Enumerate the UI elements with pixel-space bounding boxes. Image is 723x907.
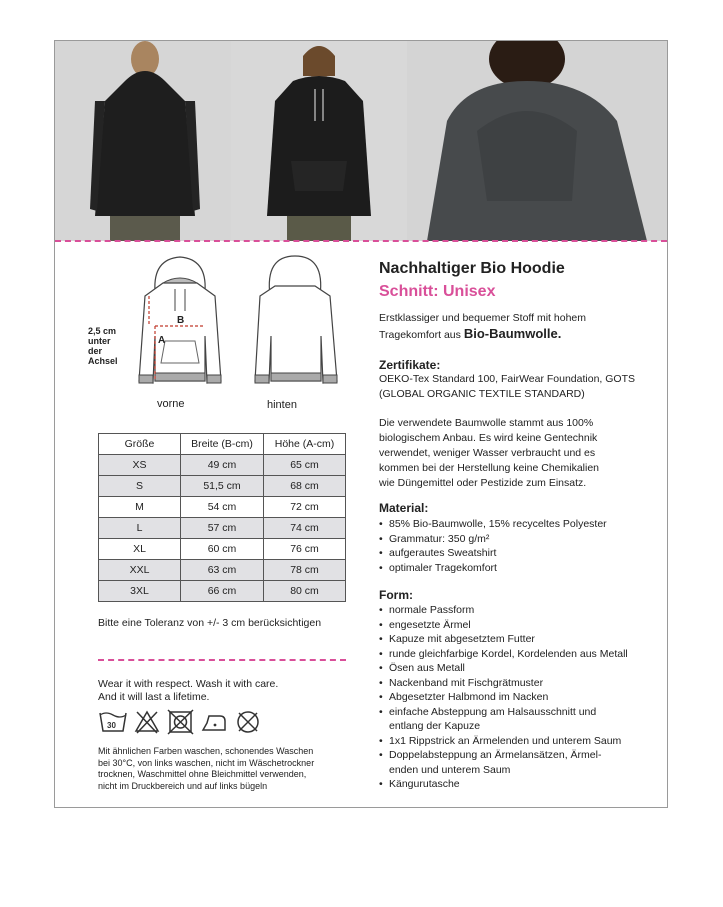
iron-icon xyxy=(203,716,225,730)
table-cell: 57 cm xyxy=(181,518,264,539)
tolerance-note: Bitte eine Toleranz von +/- 3 cm berücksichtigen xyxy=(98,617,322,629)
form-list xyxy=(379,603,628,792)
material-list xyxy=(379,517,607,575)
care-slogan: Wear it with respect. Wash it with care. And it will last a lifetime. xyxy=(98,678,279,703)
list-item: • Kängurutasche xyxy=(379,777,628,792)
list-item: • optimaler Tragekomfort xyxy=(379,561,607,576)
header-size: Größe xyxy=(99,434,181,455)
table-cell: M xyxy=(99,497,181,518)
table-row xyxy=(99,497,346,518)
size-table xyxy=(98,433,346,602)
table-row xyxy=(99,539,346,560)
table-cell: 49 cm xyxy=(181,455,264,476)
table-cell: 66 cm xyxy=(181,581,264,602)
hoodie-diagram xyxy=(125,251,355,401)
form-heading: Form: xyxy=(379,588,413,602)
table-cell: L xyxy=(99,518,181,539)
table-cell: 3XL xyxy=(99,581,181,602)
table-cell: XL xyxy=(99,539,181,560)
list-item: • Abgesetzter Halbmond im Nacken xyxy=(379,690,628,705)
table-cell: 60 cm xyxy=(181,539,264,560)
photo-strip xyxy=(55,41,667,241)
table-row xyxy=(99,476,346,497)
table-cell: 63 cm xyxy=(181,560,264,581)
table-cell: 74 cm xyxy=(264,518,346,539)
product-intro: Erstklassiger und bequemer Stoff mit hohem Tragekomfort aus Bio-Baumwolle. xyxy=(379,312,586,341)
list-item: • engesetzte Ärmel xyxy=(379,618,628,633)
b-label: B xyxy=(177,315,185,326)
table-row xyxy=(99,560,346,581)
table-cell: S xyxy=(99,476,181,497)
a-label: A xyxy=(158,335,166,346)
table-cell: XS xyxy=(99,455,181,476)
list-item: • aufgerautes Sweatshirt xyxy=(379,546,607,561)
product-sheet xyxy=(54,40,668,808)
list-item: • normale Passform xyxy=(379,603,628,618)
pink-divider-mid xyxy=(98,659,346,661)
wash-30-icon xyxy=(100,713,126,731)
table-row xyxy=(99,581,346,602)
description-text: Die verwendete Baumwolle stammt aus 100% biologischem Anbau. Es wird keine Gentechnik verwendet, weniger Wasser verbraucht und es kommen bei der Herstellung keine Chemikalien wie Düngemittel oder Pestizide zum Einsatz. xyxy=(379,417,600,489)
table-cell: 51,5 cm xyxy=(181,476,264,497)
product-subtitle: Schnitt: Unisex xyxy=(379,283,496,300)
product-title: Nachhaltiger Bio Hoodie xyxy=(379,260,565,277)
list-item: • 1x1 Rippstrick an Ärmelenden und unterem Saum xyxy=(379,734,628,749)
table-cell: XXL xyxy=(99,560,181,581)
hoodie-front-view-photo xyxy=(231,41,407,241)
front-label: vorne xyxy=(157,398,185,410)
hoodie-hood-detail-photo xyxy=(407,41,667,241)
list-item: • einfache Absteppung am Halsausschnitt und entlang der Kapuze xyxy=(379,705,628,734)
certificates-heading: Zertifikate: xyxy=(379,358,441,372)
table-cell: 68 cm xyxy=(264,476,346,497)
list-item: • runde gleichfarbige Kordel, Kordelenden aus Metall xyxy=(379,647,628,662)
header-height: Höhe (A-cm) xyxy=(264,434,346,455)
table-row xyxy=(99,518,346,539)
no-bleach-icon xyxy=(136,712,158,733)
back-label: hinten xyxy=(267,399,297,411)
hoodie-back-view-photo xyxy=(55,41,231,241)
table-cell: 76 cm xyxy=(264,539,346,560)
svg-text:30: 30 xyxy=(107,721,116,730)
care-instructions: Mit ähnlichen Farben waschen, schonendes Waschen bei 30°C, von links waschen, nicht im Wäschetrockner trocknen, Waschmittel ohne Bleichmittel verwenden, nicht im Druckbereich und auf links bügeln xyxy=(98,746,315,791)
no-tumble-dry-icon xyxy=(168,710,193,734)
front-hoodie-diagram xyxy=(139,257,221,383)
pink-divider-top xyxy=(55,240,667,242)
care-icons xyxy=(98,709,268,737)
table-cell: 54 cm xyxy=(181,497,264,518)
measure-note: 2,5 cm unter der Achsel xyxy=(88,326,118,366)
list-item: • Doppelabsteppung an Ärmelansätzen, Ärmel- enden und unterem Saum xyxy=(379,748,628,777)
material-heading: Material: xyxy=(379,501,429,515)
list-item: • 85% Bio-Baumwolle, 15% recyceltes Polyester xyxy=(379,517,607,532)
no-dry-clean-icon xyxy=(238,712,258,732)
list-item: • Nackenband mit Fischgrätmuster xyxy=(379,676,628,691)
list-item: • Kapuze mit abgesetztem Futter xyxy=(379,632,628,647)
table-row xyxy=(99,455,346,476)
table-cell: 80 cm xyxy=(264,581,346,602)
list-item: • Ösen aus Metall xyxy=(379,661,628,676)
table-cell: 65 cm xyxy=(264,455,346,476)
table-cell: 72 cm xyxy=(264,497,346,518)
back-hoodie-diagram xyxy=(255,256,337,383)
header-width: Breite (B-cm) xyxy=(181,434,264,455)
table-cell: 78 cm xyxy=(264,560,346,581)
list-item: • Grammatur: 350 g/m² xyxy=(379,532,607,547)
certificates-text: OEKO-Tex Standard 100, FairWear Foundation, GOTS (GLOBAL ORGANIC TEXTILE STANDARD) xyxy=(379,373,636,400)
table-header-row xyxy=(99,434,346,455)
